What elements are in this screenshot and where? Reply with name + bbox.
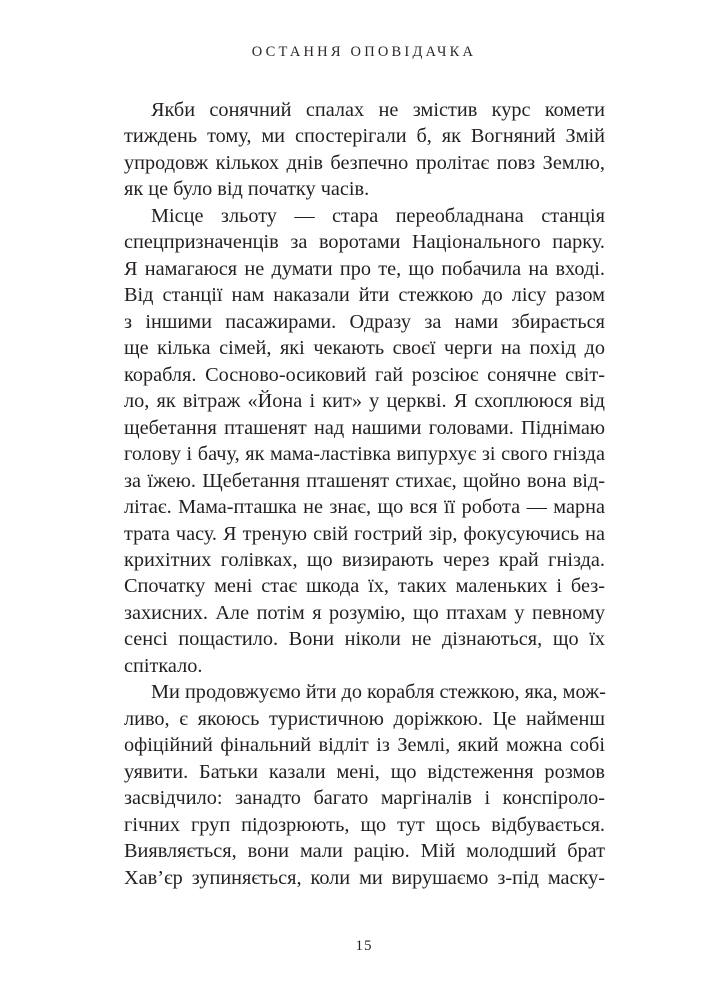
text-line: Ми продовжуємо йти до корабля стежкою, яка, мож- — [151, 681, 606, 704]
text-line: спецпризначенців за воротами Національного парку. — [124, 231, 605, 254]
text-line: упродовж кількох днів безпечно пролітає повз Землю, — [124, 151, 605, 174]
text-line: гічних груп підозрюють, що тут щось відбувається. — [124, 813, 605, 836]
text-line: спіткало. — [124, 654, 203, 677]
text-line: щебетання пташенят над нашими головами. Піднімаю — [124, 416, 605, 439]
text-line: трата часу. Я треную свій гострий зір, фокусуючись на — [124, 522, 605, 545]
running-head: ОСТАННЯ ОПОВІДАЧКА — [251, 44, 477, 60]
paragraph — [124, 203, 605, 679]
text-line: Спочатку мені стає шкода їх, таких маленьких і без- — [124, 575, 605, 598]
text-line: засвідчило: занадто багато маргіналів і конспіроло- — [124, 787, 605, 810]
text-line: Хав’єр зупиняється, коли ми вирушаємо з-під маску- — [124, 866, 605, 889]
page-number: 15 — [355, 938, 373, 954]
text-line: сенсі пощастило. Вони ніколи не дізнаються, що їх — [124, 628, 605, 651]
paragraph — [124, 679, 605, 891]
body-text — [124, 97, 605, 891]
text-line: тиждень тому, ми спостерігали б, як Вогняний Змій — [124, 125, 605, 148]
text-line: голову і бачу, як мама-ластівка випурхує зі свого гнізда — [124, 443, 605, 466]
text-line: Місце зльоту — стара переобладнана станція — [151, 204, 605, 227]
text-line: Я намагаюся не думати про те, що побачила на вході. — [124, 257, 605, 280]
text-line: Якби сонячний спалах не змістив курс комети — [151, 99, 605, 121]
text-line: за їжею. Щебетання пташенят стихає, щойно вона від- — [124, 469, 605, 492]
text-line: Від станції нам наказали йти стежкою до лісу разом — [124, 284, 605, 307]
text-line: літає. Мама-пташка не знає, що вся її робота — марна — [124, 496, 605, 519]
text-line: з іншими пасажирами. Одразу за нами збирається — [124, 310, 605, 333]
text-line: уявити. Батьки казали мені, що відстеження розмов — [124, 760, 605, 783]
text-line: ще кілька сімей, які чекають своєї черги на похід до — [124, 337, 605, 360]
text-line: офіційний фінальний відліт із Землі, який можна собі — [124, 734, 605, 757]
text-line: крихітних голівках, що визирають через край гнізда. — [124, 548, 605, 571]
text-line: корабля. Сосново-осиковий гай розсіює сонячне світ- — [124, 363, 605, 386]
paragraph — [124, 97, 605, 203]
text-line: ло, як вітраж «Йона і кит» у церкві. Я схоплююся від — [124, 390, 605, 413]
text-line: захисних. Але потім я розумію, що птахам у певному — [124, 601, 605, 624]
text-line: ливо, є якоюсь туристичною доріжкою. Це найменш — [124, 707, 605, 730]
text-line: Виявляється, вони мали рацію. Мій молодший брат — [124, 840, 605, 863]
text-line: як це було від початку часів. — [124, 178, 370, 201]
